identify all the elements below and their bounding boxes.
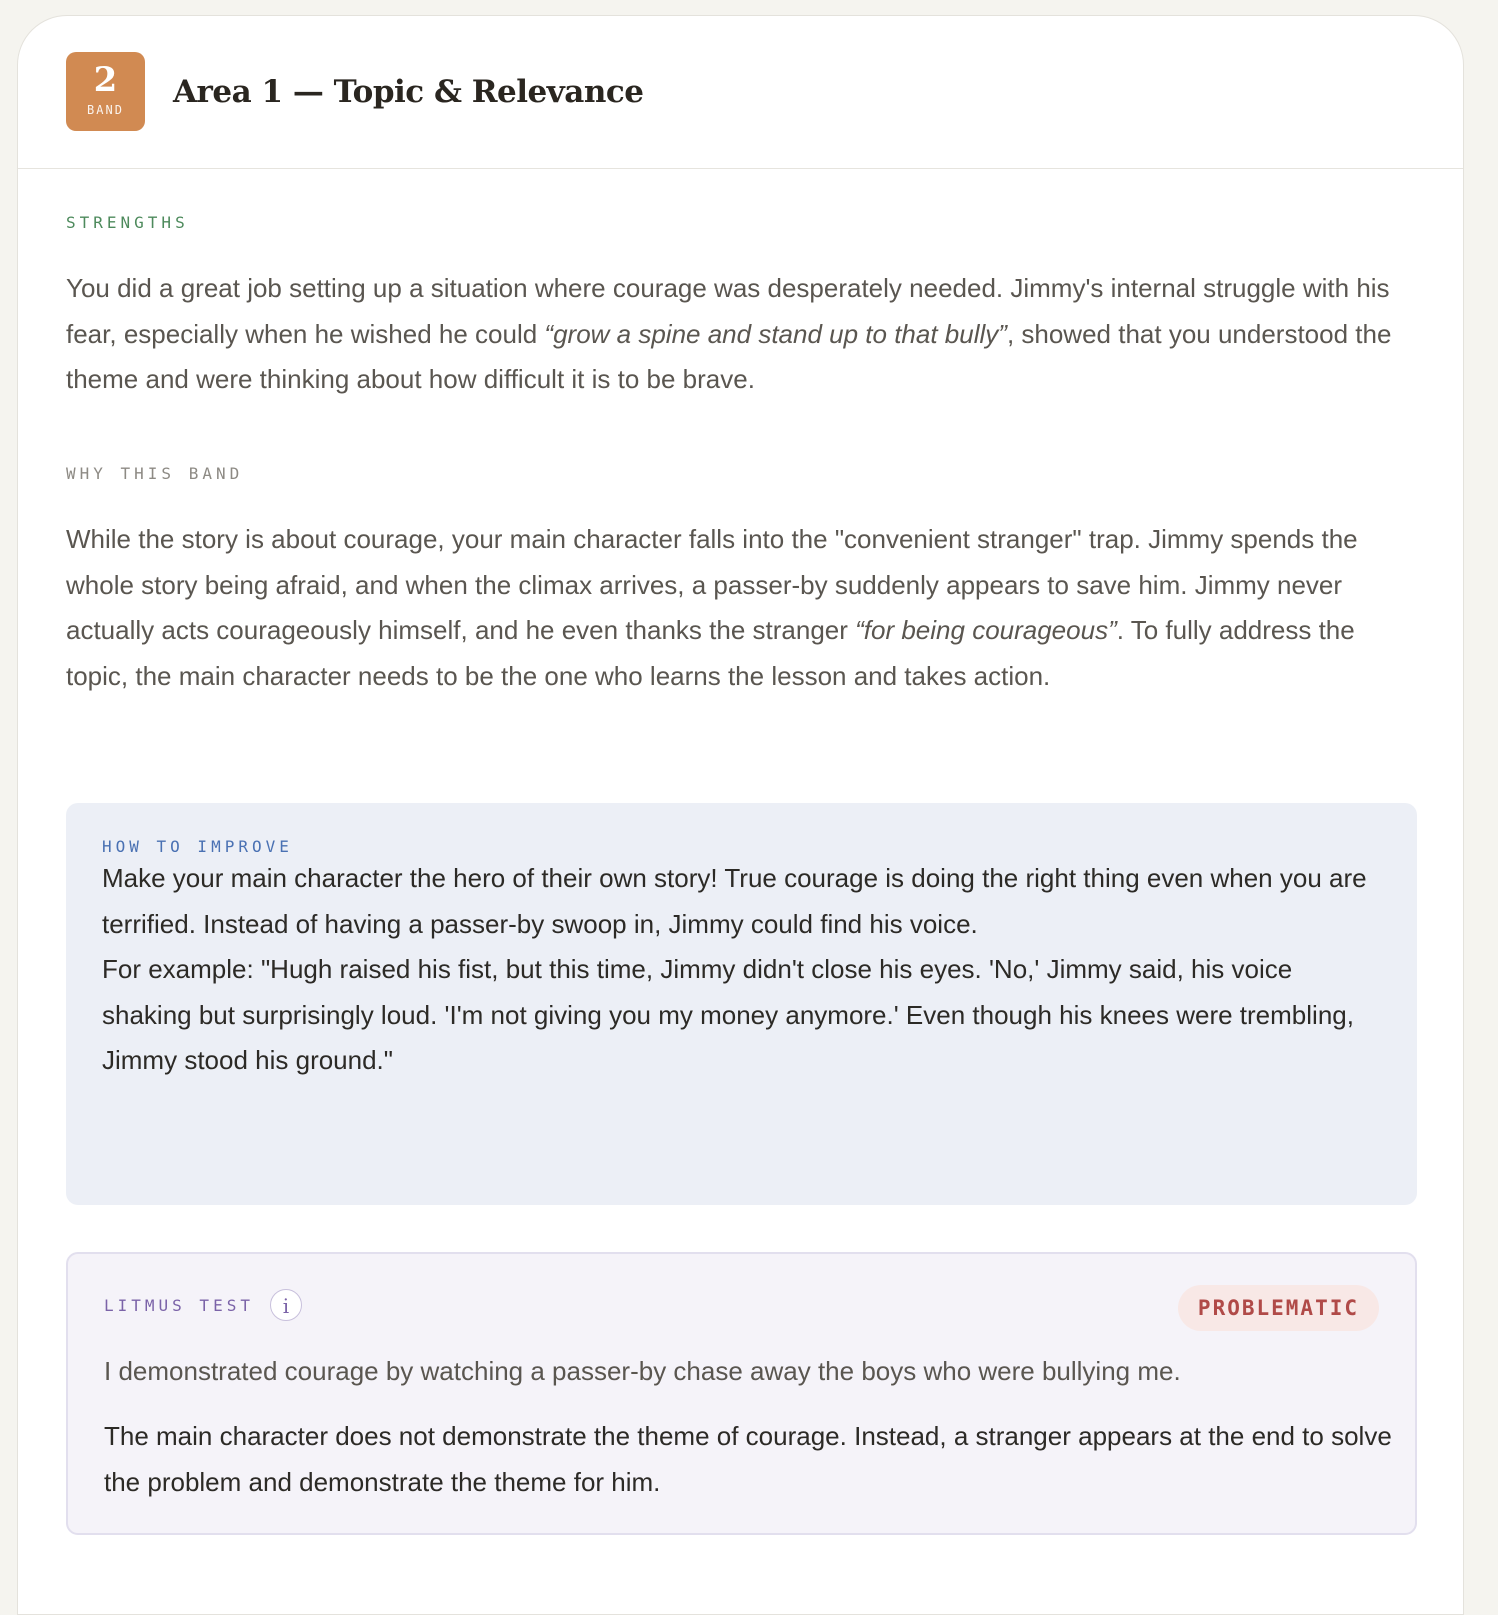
improve-example: For example: "Hugh raised his fist, but this time, Jimmy didn't close his eyes. 'No,' Jimmy said, his voice shaking but surprisingly loud. 'I'm not giving you my money anymore.' Even though his knees were trembling, Jimmy stood his ground." <box>102 954 1354 1076</box>
why-band-text-before: While the story is about courage, your main character falls into the "convenient stranger" trap. Jimmy spends the whole story being afraid, and when the climax arrives, a passer-by suddenly appears to save him. Jimmy never actually acts courageously himself, and he even thanks the stranger <box>66 524 1358 646</box>
how-to-improve-label: HOW TO IMPROVE <box>102 837 293 856</box>
strengths-text <box>66 266 1411 403</box>
feedback-card <box>17 15 1464 1615</box>
why-band-quote: “for being courageous” <box>855 615 1117 646</box>
why-band-label: WHY THIS BAND <box>66 464 244 483</box>
band-number: 2 <box>93 60 118 100</box>
litmus-test-label: LITMUS TEST <box>104 1296 254 1315</box>
strengths-label: STRENGTHS <box>66 213 189 232</box>
strengths-text-after: , showed that you understood the theme and were thinking about how difficult it is to be brave. <box>66 318 1392 395</box>
why-band-text-after: . To fully address the topic, the main character needs to be the one who learns the lesson and takes action. <box>66 615 1355 691</box>
how-to-improve-panel <box>66 803 1417 1205</box>
strengths-quote: “grow a spine and stand up to that bully” <box>544 318 1007 349</box>
improve-paragraph: Make your main character the hero of their own story! True courage is doing the right thing even when you are terrified. Instead of having a passer-by swoop in, Jimmy could find his voice. <box>102 863 1367 939</box>
litmus-claim: I demonstrated courage by watching a passer-by chase away the boys who were bullying me. <box>104 1356 1181 1386</box>
status-badge: PROBLEMATIC <box>1178 1285 1379 1331</box>
litmus-test-panel <box>66 1252 1417 1535</box>
card-header <box>18 16 1463 169</box>
area-title: Area 1 — Topic & Relevance <box>173 74 644 110</box>
band-badge <box>66 52 145 131</box>
info-icon[interactable]: i <box>270 1289 302 1321</box>
litmus-verdict: The main character does not demonstrate the theme of courage. Instead, a stranger appears at the end to solve the problem and demonstrate the theme for him. <box>104 1421 1392 1497</box>
strengths-text-before: You did a great job setting up a situation where courage was desperately needed. Jimmy's internal struggle with his fear, especially when he wished he could <box>66 273 1390 349</box>
why-band-text <box>66 517 1411 699</box>
band-label: BAND <box>87 103 124 117</box>
